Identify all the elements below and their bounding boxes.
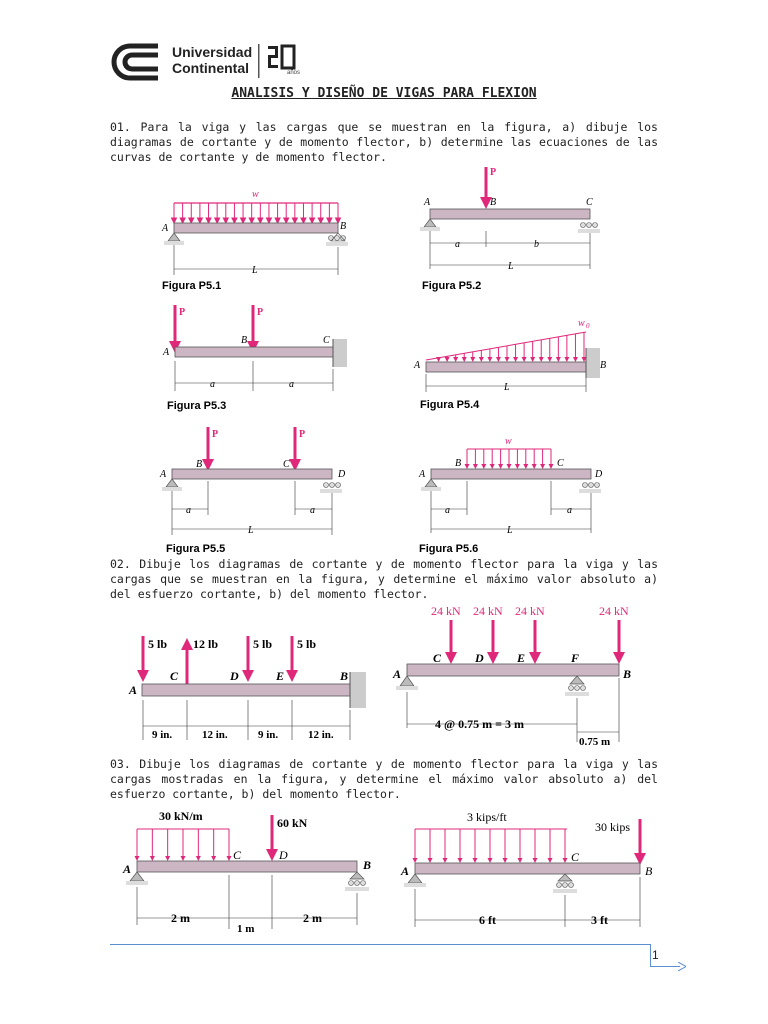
load-arrowhead [172, 218, 177, 223]
label-L: L [248, 525, 254, 536]
dim-1: 6 ft [479, 913, 496, 927]
label-w: w [252, 189, 259, 200]
label-w0: w [578, 318, 585, 329]
footer-rule [110, 944, 650, 945]
label-C: C [557, 458, 564, 469]
load-w: 30 kN/m [159, 809, 203, 823]
label-P2: P [257, 307, 264, 318]
label-A: A [393, 667, 402, 681]
figure-caption: Figura P5.2 [422, 280, 482, 292]
load-arrowhead [503, 858, 508, 863]
label-D: D [279, 848, 288, 862]
load-label-3: 5 lb [253, 637, 273, 651]
label-E: E [517, 651, 526, 665]
figure-q2-overhang [385, 600, 650, 750]
question-number: 03. [110, 757, 131, 771]
label-a: a [455, 239, 460, 250]
load-arrowhead [573, 357, 578, 362]
load-arrowhead [443, 858, 448, 863]
question-01 [110, 120, 658, 165]
load-arrowhead [458, 858, 463, 863]
load-arrowhead [540, 464, 545, 469]
label-B: B [340, 221, 347, 232]
load-arrowhead [196, 856, 201, 861]
load-arrowhead [473, 858, 478, 863]
load-arrowhead [563, 858, 568, 863]
label-A: A [419, 469, 426, 480]
label-P1: P [212, 429, 219, 440]
label-a1: a [186, 505, 191, 516]
load-arrowhead [465, 464, 470, 469]
load-arrowhead [223, 218, 228, 223]
load-arrowhead [498, 464, 503, 469]
label-A: A [414, 360, 421, 371]
logo-line2: Continental [172, 60, 249, 76]
load-arrowhead [539, 357, 544, 362]
load-arrowhead [227, 856, 232, 861]
load-arrowhead [487, 357, 492, 362]
load-arrowhead [479, 357, 484, 362]
figure-caption: Figura P5.4 [420, 399, 480, 411]
load-arrowhead [310, 218, 315, 223]
footer-arrow-icon [678, 962, 686, 971]
load-arrowhead [522, 357, 527, 362]
load-arrowhead [249, 218, 254, 223]
load-label-2: 24 kN [473, 604, 503, 618]
label-C: C [170, 669, 179, 683]
load-arrowhead [301, 218, 306, 223]
label-A: A [401, 864, 410, 878]
question-text: Dibuje los diagramas de cortante y de momento flector para la viga y las cargas que se muestran en la figura, y determine el máximo valor absoluto a) del esfuerzo cortante, b) del momento flector. [110, 557, 658, 601]
page-number: 1 [652, 948, 659, 962]
label-B: B [490, 197, 497, 208]
logo-line1: Universidad [172, 44, 253, 60]
label-B: B [196, 459, 203, 470]
question-number: 02. [110, 557, 131, 571]
figure-caption: Figura P5.1 [162, 280, 222, 292]
load-arrowhead [197, 218, 202, 223]
label-B: B [241, 335, 248, 346]
label-C: C [571, 850, 580, 864]
label-B: B [645, 864, 653, 878]
dim-3: 9 in. [258, 729, 279, 741]
label-P1: P [179, 307, 186, 318]
label-B: B [340, 669, 349, 683]
label-C: C [323, 335, 330, 346]
label-D: D [475, 651, 484, 665]
load-arrowhead [490, 464, 495, 469]
load-arrowhead [189, 218, 194, 223]
dim-2: 1 m [237, 923, 255, 935]
load-P: 60 kN [277, 816, 308, 830]
load-arrowhead [547, 357, 552, 362]
load-arrowhead [481, 464, 486, 469]
label-a2: a [310, 505, 315, 516]
university-name [172, 44, 252, 76]
label-L: L [508, 261, 514, 272]
load-label-4: 24 kN [599, 604, 629, 618]
load-arrowhead [258, 218, 263, 223]
label-A: A [162, 223, 169, 234]
load-arrowhead [549, 464, 554, 469]
footer-rule-horizontal [650, 966, 680, 967]
load-label-1: 24 kN [431, 604, 461, 618]
load-arrowhead [150, 856, 155, 861]
logo-badge-sub: años [287, 70, 301, 76]
load-arrowhead [556, 357, 561, 362]
label-P2: P [299, 429, 306, 440]
load-arrowhead [135, 856, 140, 861]
load-arrowhead [215, 218, 220, 223]
dim-2: 12 in. [202, 729, 228, 741]
load-arrowhead [513, 357, 518, 362]
load-arrowhead [532, 464, 537, 469]
load-label-1: 5 lb [148, 637, 168, 651]
load-w: 3 kips/ft [467, 810, 507, 824]
label-B: B [623, 667, 632, 681]
footer-rule-vertical [650, 944, 651, 966]
load-arrowhead [436, 357, 441, 362]
label-B: B [600, 360, 607, 371]
dim-1: 9 in. [152, 729, 173, 741]
label-b: b [534, 239, 539, 250]
dim-4: 12 in. [308, 729, 334, 741]
figure-caption: Figura P5.5 [166, 543, 226, 555]
dim-2: 3 ft [591, 913, 608, 927]
label-A: A [160, 469, 167, 480]
label-C: C [586, 197, 593, 208]
figure-p5-2 [410, 165, 620, 295]
load-arrowhead [548, 858, 553, 863]
label-F: F [571, 651, 580, 665]
question-03 [110, 757, 658, 802]
load-arrowhead [284, 218, 289, 223]
load-arrowhead [327, 218, 332, 223]
load-arrowhead [518, 858, 523, 863]
label-A: A [123, 862, 132, 876]
dim-2: 0.75 m [579, 736, 611, 748]
load-label-4: 5 lb [297, 637, 317, 651]
page-title: ANALISIS Y DISEÑO DE VIGAS PARA FLEXION [231, 86, 537, 101]
figure-caption: Figura P5.3 [167, 400, 227, 412]
load-arrowhead [515, 464, 520, 469]
label-D: D [595, 469, 603, 480]
load-arrowhead [505, 357, 510, 362]
label-L: L [507, 525, 513, 536]
figure-p5-4 [410, 312, 620, 412]
load-P: 30 kips [595, 820, 631, 834]
label-A: A [129, 683, 138, 697]
load-arrowhead [470, 357, 475, 362]
dim-1: 4 @ 0.75 m = 3 m [435, 717, 524, 731]
label-A: A [163, 347, 170, 358]
dim-3: 2 m [303, 911, 322, 925]
figure-caption: Figura P5.6 [419, 543, 479, 555]
load-arrowhead [165, 856, 170, 861]
figure-p5-3 [155, 303, 365, 413]
load-arrowhead [232, 218, 237, 223]
question-text: Para la viga y las cargas que se muestran en la figura, a) dibuje los diagramas de cortante y de momento flector, b) determine las ecuaciones de las curvas de cortante y de momento flector. [110, 120, 658, 164]
label-C: C [233, 848, 242, 862]
load-arrowhead [266, 218, 271, 223]
label-D: D [338, 469, 346, 480]
load-arrowhead [211, 856, 216, 861]
figure-q3-b [395, 805, 660, 935]
label-A: A [424, 197, 431, 208]
question-text: Dibuje los diagramas de cortante y de momento flector para la viga y las cargas mostradas en la figura, y determine el máximo valor absoluto a) del esfuerzo cortante, b) del momento flector. [110, 757, 658, 801]
load-arrowhead [462, 357, 467, 362]
label-B: B [363, 858, 372, 872]
label-E: E [276, 669, 285, 683]
label-a2: a [289, 379, 294, 390]
load-arrowhead [530, 357, 535, 362]
figure-q2-cantilever [120, 630, 380, 750]
load-arrowhead [206, 218, 211, 223]
load-label-3: 24 kN [515, 604, 545, 618]
label-L: L [252, 265, 258, 276]
dim-1: 2 m [171, 911, 190, 925]
load-arrowhead [413, 858, 418, 863]
load-arrowhead [445, 357, 450, 362]
question-number: 01. [110, 120, 131, 134]
load-arrowhead [564, 357, 569, 362]
label-P: P [490, 167, 497, 178]
label-C: C [283, 459, 290, 470]
load-arrowhead [275, 218, 280, 223]
load-arrowhead [473, 464, 478, 469]
figure-p5-5 [150, 425, 365, 555]
label-C: C [433, 651, 442, 665]
load-arrowhead [488, 858, 493, 863]
load-arrowhead [428, 858, 433, 863]
label-D: D [230, 669, 239, 683]
load-label-2: 12 lb [193, 637, 219, 651]
label-w: w [505, 436, 512, 447]
figure-q3-a [115, 805, 385, 935]
load-arrowhead [453, 357, 458, 362]
load-arrowhead [507, 464, 512, 469]
question-02 [110, 557, 658, 602]
load-arrowhead [292, 218, 297, 223]
load-arrowhead [523, 464, 528, 469]
label-L: L [504, 382, 510, 393]
load-arrowhead [318, 218, 323, 223]
load-arrowhead [496, 357, 501, 362]
figure-p5-6 [405, 433, 620, 555]
label-a1: a [210, 379, 215, 390]
label-w0-sub: 0 [586, 322, 590, 330]
label-B: B [455, 458, 462, 469]
label-a2: a [567, 505, 572, 516]
load-arrowhead [241, 218, 246, 223]
load-arrowhead [533, 858, 538, 863]
figure-p5-1 [140, 185, 360, 295]
load-arrowhead [180, 218, 185, 223]
load-arrowhead [181, 856, 186, 861]
label-a1: a [445, 505, 450, 516]
